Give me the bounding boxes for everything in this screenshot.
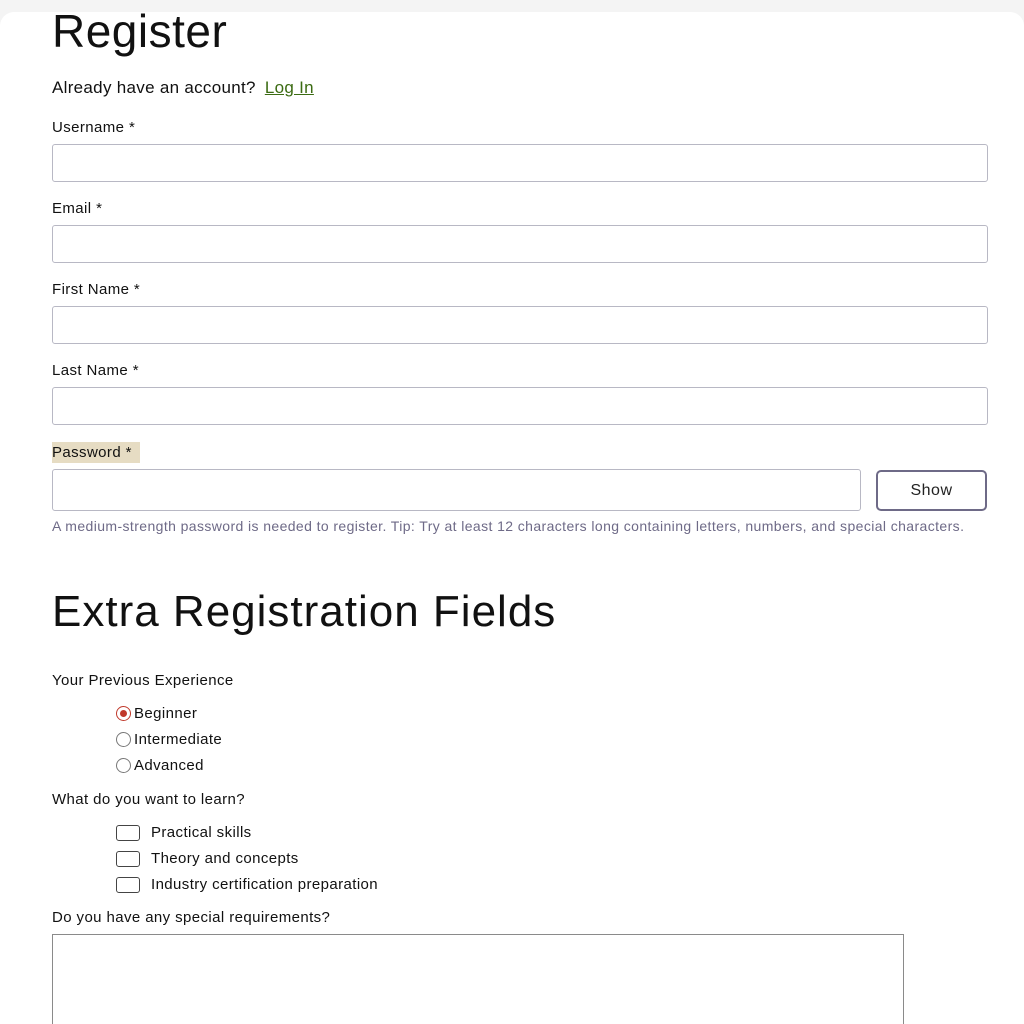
first-name-label: First Name * <box>52 281 141 298</box>
login-prompt <box>52 78 314 98</box>
checkbox-label: Practical skills <box>151 824 252 841</box>
learn-label: What do you want to learn? <box>52 791 246 808</box>
login-link[interactable]: Log In <box>264 78 314 97</box>
requirements-textarea[interactable] <box>52 934 904 1024</box>
checkbox-option-theory[interactable] <box>116 850 299 867</box>
checkbox[interactable] <box>116 877 140 893</box>
last-name-input[interactable] <box>52 387 988 425</box>
radio-button-checked[interactable] <box>116 706 131 721</box>
experience-label: Your Previous Experience <box>52 672 234 689</box>
password-hint: A medium-strength password is needed to register. Tip: Try at least 12 characters long containing letters, numbers, and special characters. <box>52 518 965 534</box>
last-name-label: Last Name * <box>52 362 139 379</box>
radio-label: Advanced <box>134 757 204 774</box>
page-title: Register <box>52 12 228 57</box>
checkbox[interactable] <box>116 851 140 867</box>
checkbox[interactable] <box>116 825 140 841</box>
extra-fields-title: Extra Registration Fields <box>52 587 557 636</box>
radio-label: Intermediate <box>134 731 223 748</box>
radio-option-advanced[interactable] <box>116 757 204 774</box>
radio-option-intermediate[interactable] <box>116 731 222 748</box>
password-label: Password * <box>52 442 140 463</box>
checkbox-option-practical[interactable] <box>116 824 252 841</box>
username-label: Username * <box>52 119 136 136</box>
checkbox-label: Industry certification preparation <box>151 876 379 893</box>
registration-card <box>0 12 1024 1024</box>
radio-button[interactable] <box>116 732 131 747</box>
password-input[interactable] <box>52 469 861 511</box>
radio-label: Beginner <box>134 705 198 722</box>
radio-button[interactable] <box>116 758 131 773</box>
show-password-button[interactable]: Show <box>876 470 987 511</box>
username-input[interactable] <box>52 144 988 182</box>
requirements-label: Do you have any special requirements? <box>52 909 331 926</box>
email-label: Email * <box>52 200 103 217</box>
email-input[interactable] <box>52 225 988 263</box>
checkbox-option-certification[interactable] <box>116 876 378 893</box>
login-prompt-text: Already have an account? <box>52 78 256 97</box>
radio-option-beginner[interactable] <box>116 705 197 722</box>
checkbox-label: Theory and concepts <box>151 850 299 867</box>
first-name-input[interactable] <box>52 306 988 344</box>
